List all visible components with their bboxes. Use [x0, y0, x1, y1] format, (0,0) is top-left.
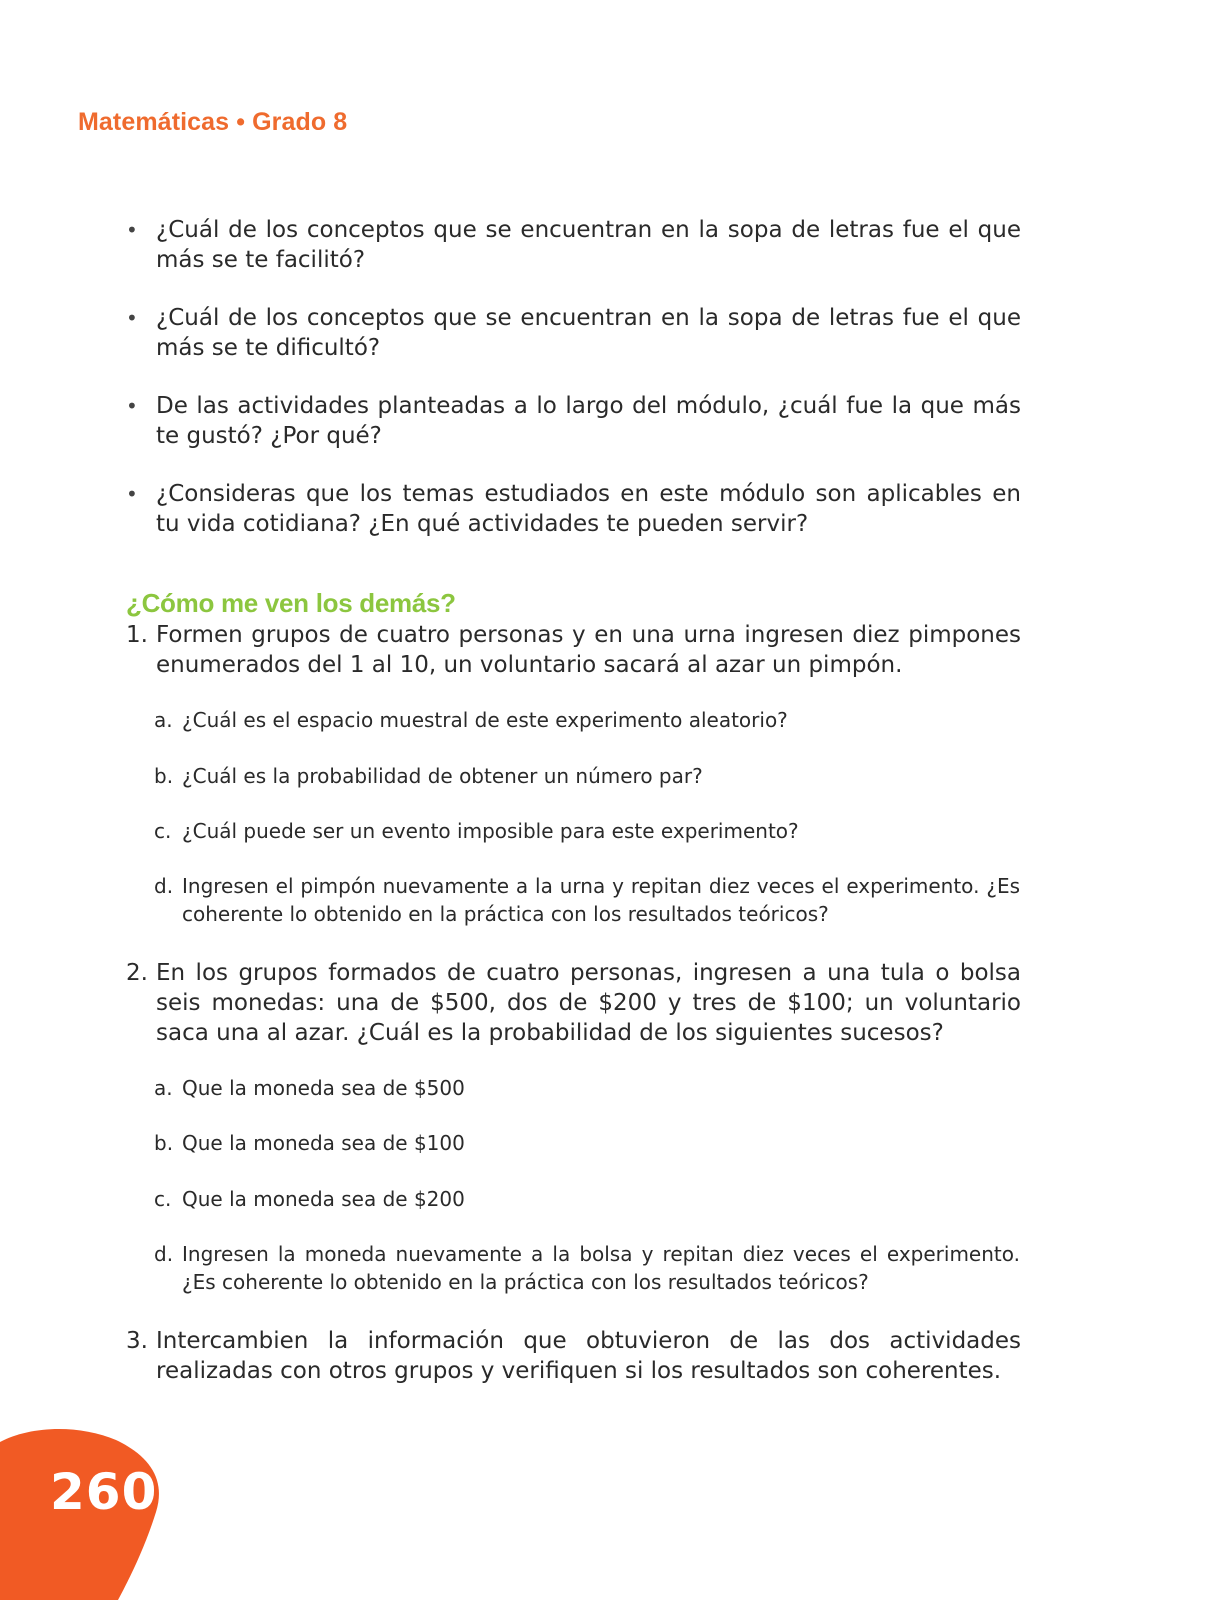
bullet-text: ¿Cuál de los conceptos que se encuentran en la sopa de letras fue el que más se te dificultó? [156, 305, 1021, 361]
sub-question-2c [154, 1185, 1020, 1213]
bullet-item [126, 391, 1021, 451]
question-number: 1. [126, 622, 148, 648]
question-2 [126, 958, 1021, 1048]
sub-question-letter: c. [154, 819, 172, 843]
sub-question-2d [154, 1240, 1020, 1296]
bullet-text: ¿Consideras que los temas estudiados en este módulo son aplicables en tu vida cotidiana? ¿En qué actividades te pueden servir? [156, 481, 1021, 537]
sub-question-text: ¿Cuál puede ser un evento imposible para este experimento? [182, 819, 799, 843]
sub-question-1b [154, 762, 1020, 790]
page-number: 260 [50, 1463, 158, 1521]
sub-question-letter: a. [154, 708, 173, 732]
bullet-item [126, 303, 1021, 363]
bullet-marker: • [126, 394, 138, 418]
page-header: Matemáticas • Grado 8 [78, 108, 348, 136]
bullet-marker: • [126, 482, 138, 506]
sub-question-text: Ingresen el pimpón nuevamente a la urna y repitan diez veces el experimento. ¿Es coherente lo obtenido en la práctica con los resultados teóricos? [182, 874, 1020, 926]
question-number: 3. [126, 1328, 148, 1354]
bullet-marker: • [126, 218, 138, 242]
sub-question-2b [154, 1129, 1020, 1157]
sub-question-1d [154, 872, 1020, 928]
sub-question-letter: b. [154, 1131, 174, 1155]
question-text: Formen grupos de cuatro personas y en una urna ingresen diez pimpones enumerados del 1 al 10, un voluntario sacará al azar un pimpón. [156, 622, 1021, 678]
sub-question-text: ¿Cuál es el espacio muestral de este experimento aleatorio? [182, 708, 788, 732]
sub-question-letter: c. [154, 1187, 172, 1211]
question-text: Intercambien la información que obtuvieron de las dos actividades realizadas con otros grupos y verifiquen si los resultados son coherentes. [156, 1328, 1021, 1384]
sub-question-text: Ingresen la moneda nuevamente a la bolsa y repitan diez veces el experimento. ¿Es coherente lo obtenido en la práctica con los resultados teóricos? [182, 1242, 1020, 1294]
bullet-item [126, 479, 1021, 539]
sub-question-letter: b. [154, 764, 174, 788]
sub-question-letter: d. [154, 1242, 174, 1266]
sub-question-letter: a. [154, 1076, 173, 1100]
sub-question-1a [154, 706, 1020, 734]
question-1 [126, 620, 1021, 680]
sub-question-text: Que la moneda sea de $500 [182, 1076, 465, 1100]
reflection-bullet-list [126, 215, 1021, 567]
bullet-text: De las actividades planteadas a lo largo del módulo, ¿cuál fue la que más te gustó? ¿Por qué? [156, 393, 1021, 449]
question-text: En los grupos formados de cuatro personas, ingresen a una tula o bolsa seis monedas: una de $500, dos de $200 y tres de $100; un voluntario saca una al azar. ¿Cuál es la probabilidad de los siguientes sucesos? [156, 960, 1021, 1046]
sub-question-2a [154, 1074, 1020, 1102]
question-3 [126, 1326, 1021, 1386]
sub-question-1c [154, 817, 1020, 845]
sub-question-text: ¿Cuál es la probabilidad de obtener un número par? [182, 764, 703, 788]
sub-question-text: Que la moneda sea de $200 [182, 1187, 465, 1211]
sub-question-text: Que la moneda sea de $100 [182, 1131, 465, 1155]
bullet-marker: • [126, 306, 138, 330]
sub-question-letter: d. [154, 874, 174, 898]
question-number: 2. [126, 960, 148, 986]
bullet-text: ¿Cuál de los conceptos que se encuentran en la sopa de letras fue el que más se te facilitó? [156, 217, 1021, 273]
section-title: ¿Cómo me ven los demás? [126, 588, 456, 618]
bullet-item [126, 215, 1021, 275]
